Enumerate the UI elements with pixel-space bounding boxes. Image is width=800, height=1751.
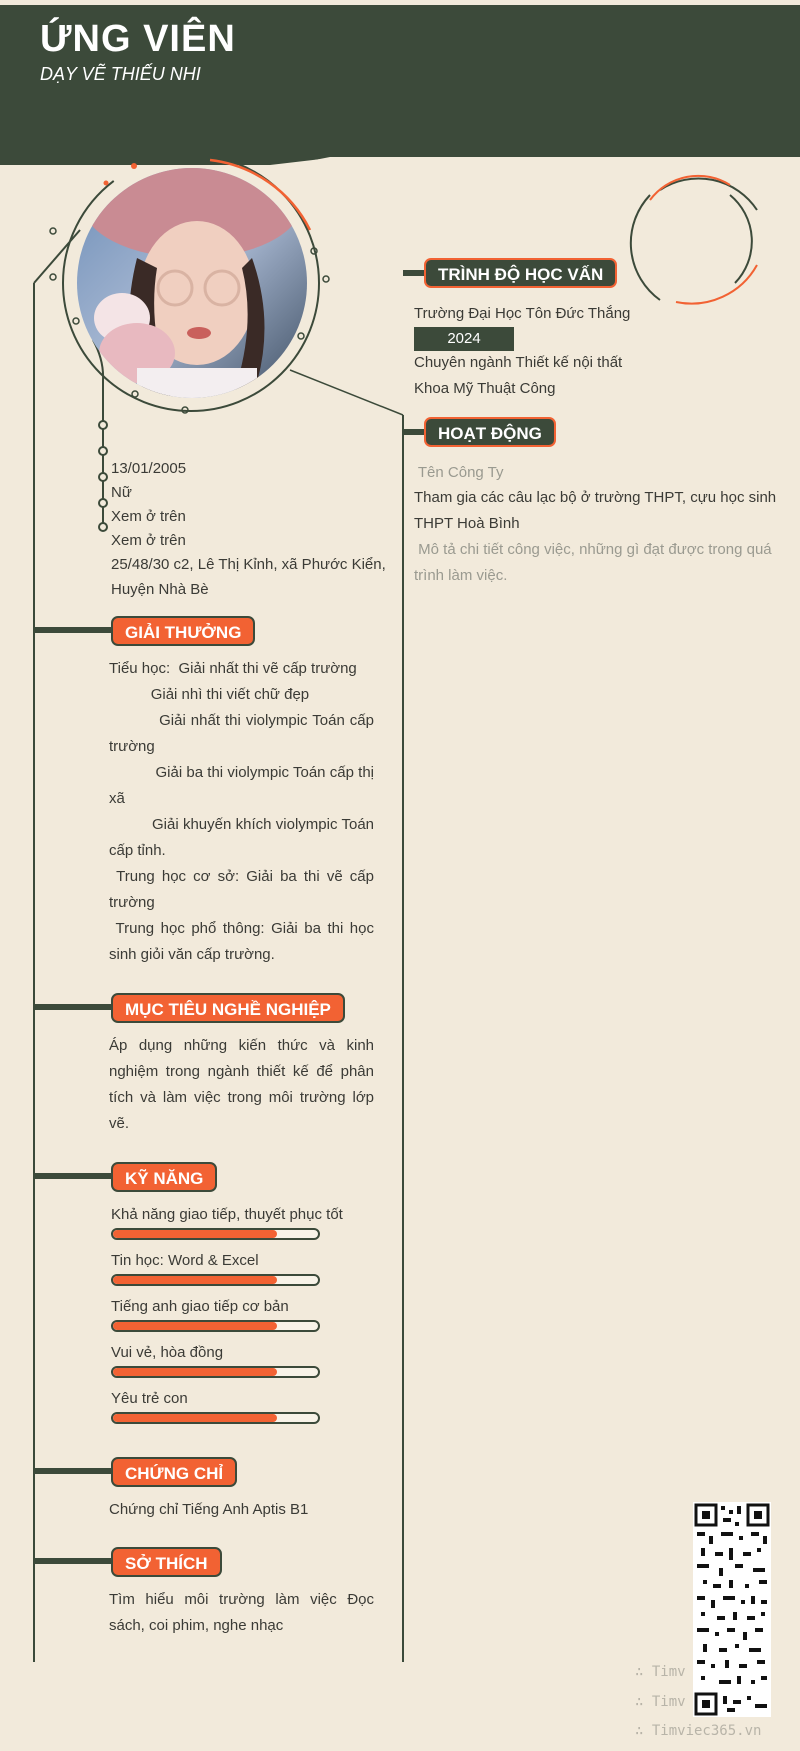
activities-heading: HOẠT ĐỘNG — [424, 417, 556, 447]
education-faculty: Khoa Mỹ Thuật Công — [414, 380, 556, 397]
education-major: Chuyên ngành Thiết kế nội thất — [414, 354, 623, 371]
career-text: Áp dụng những kiến thức và kinh nghiệm trong ngành thiết kế để phân tích và làm việc trong môi trường lớp vẽ. — [109, 1037, 374, 1132]
award-item: Giải nhì thi viết chữ đẹp — [109, 686, 310, 703]
skill-level-fill — [113, 1414, 277, 1422]
qr-code — [693, 1502, 771, 1717]
activities-placeholder: Mô tả chi tiết công việc, những gì đạt được trong quá trình làm việc. — [414, 541, 776, 584]
education-heading: TRÌNH ĐỘ HỌC VẤN — [424, 258, 617, 288]
awards-list — [109, 656, 379, 968]
avatar — [77, 168, 307, 398]
career-heading: MỤC TIÊU NGHỀ NGHIỆP — [111, 993, 345, 1023]
skill-name: Tin học: Word & Excel — [111, 1252, 259, 1269]
skill-level-fill — [113, 1322, 277, 1330]
award-item: Tiểu học: Giải nhất thi vẽ cấp trường — [109, 660, 357, 677]
certificates-text: Chứng chỉ Tiếng Anh Aptis B1 — [109, 1501, 309, 1518]
education-connector — [403, 270, 425, 276]
award-item: Giải khuyến khích violympic Toán cấp tỉnh. — [109, 816, 379, 859]
skills-heading: KỸ NĂNG — [111, 1162, 217, 1192]
watermark-line: ∴ Timviec365.vn — [635, 1723, 762, 1739]
skill-name: Tiếng anh giao tiếp cơ bản — [111, 1298, 289, 1315]
education-year: 2024 — [414, 327, 514, 351]
watermark-line: ∴ Timv — [635, 1694, 686, 1710]
skill-bar — [111, 1320, 320, 1332]
skill-name: Khả năng giao tiếp, thuyết phục tốt — [111, 1206, 343, 1223]
activities-connector — [403, 429, 425, 435]
skill-bar — [111, 1366, 320, 1378]
hobbies-text: Tìm hiểu môi trường làm việc Đọc sách, coi phim, nghe nhạc — [109, 1591, 374, 1634]
job-title: DẠY VẼ THIẾU NHI — [40, 64, 201, 84]
address: 25/48/30 c2, Lê Thị Kỉnh, xã Phước Kiển, Huyện Nhà Bè — [111, 556, 386, 598]
phone: Xem ở trên — [111, 508, 186, 525]
hobbies-connector — [34, 1558, 112, 1564]
skills-connector — [34, 1173, 112, 1179]
skill-name: Yêu trẻ con — [111, 1390, 188, 1407]
avatar-portrait — [77, 168, 307, 398]
award-item: Giải ba thi violympic Toán cấp thị xã — [109, 764, 379, 807]
activities-company: Tên Công Ty — [414, 464, 504, 481]
awards-heading: GIẢI THƯỞNG — [111, 616, 255, 646]
gender: Nữ — [111, 484, 132, 501]
activities-description: Tham gia các câu lạc bộ ở trường THPT, cựu học sinh THPT Hoà Bình — [414, 489, 777, 532]
skill-level-fill — [113, 1368, 277, 1376]
certificates-connector — [34, 1468, 112, 1474]
award-item: Trung học cơ sở: Giải ba thi vẽ cấp trường — [109, 868, 379, 911]
skill-bar — [111, 1274, 320, 1286]
candidate-name: ỨNG VIÊN — [40, 18, 236, 60]
award-item: Trung học phổ thông: Giải ba thi học sinh giỏi văn cấp trường. — [109, 920, 379, 963]
watermark-line: ∴ Timv — [635, 1664, 686, 1680]
skill-bar — [111, 1228, 320, 1240]
skill-level-fill — [113, 1276, 277, 1284]
skill-level-fill — [113, 1230, 277, 1238]
certificates-heading: CHỨNG CHỈ — [111, 1457, 237, 1487]
email: Xem ở trên — [111, 532, 186, 549]
qr-code-pattern — [693, 1502, 771, 1717]
awards-connector — [34, 627, 112, 633]
birthdate: 13/01/2005 — [111, 460, 187, 477]
career-connector — [34, 1004, 112, 1010]
hobbies-heading: SỞ THÍCH — [111, 1547, 222, 1577]
education-school: Trường Đại Học Tôn Đức Thắng — [414, 305, 631, 322]
skill-bar — [111, 1412, 320, 1424]
award-item: Giải nhất thi violympic Toán cấp trường — [109, 712, 379, 755]
skill-name: Vui vẻ, hòa đồng — [111, 1344, 224, 1361]
